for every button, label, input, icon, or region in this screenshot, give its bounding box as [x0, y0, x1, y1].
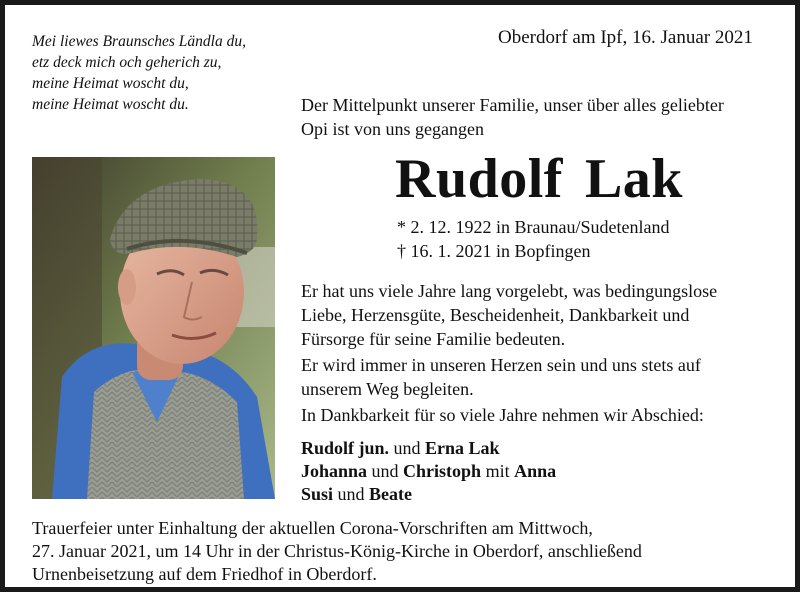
farewell-line: In Dankbarkeit für so viele Jahre nehmen wir Abschied:: [301, 405, 704, 425]
dialect-poem: [32, 31, 246, 115]
mourner-name: Beate: [369, 484, 413, 504]
funeral-line: Trauerfeier unter Einhaltung der aktuellen Corona-Vorschriften am Mittwoch,: [32, 518, 593, 538]
portrait-photo: [32, 157, 275, 499]
mourners-list: [301, 437, 556, 506]
conjunction: mit: [481, 461, 515, 481]
portrait-image: [32, 157, 275, 499]
mourners-row: [301, 437, 556, 460]
funeral-line: Urnenbeisetzung auf dem Friedhof in Oberdorf.: [32, 564, 377, 584]
mourner-name: Christoph: [403, 461, 482, 481]
intro-line: Opi ist von uns gegangen: [301, 119, 484, 139]
poem-line: etz deck mich och geherich zu,: [32, 54, 222, 71]
mourner-name: Johanna: [301, 461, 368, 481]
conjunction: und: [389, 438, 426, 458]
mourners-row: [301, 460, 556, 483]
mourner-name: Rudolf jun.: [301, 438, 390, 458]
tribute-line: Er wird immer in unseren Herzen sein und uns stets auf: [301, 355, 701, 375]
poem-line: Mei liewes Braunsches Ländla du,: [32, 33, 246, 50]
tribute-line: Fürsorge für seine Familie bedeuten.: [301, 329, 566, 349]
intro-text: [301, 93, 724, 141]
intro-line: Der Mittelpunkt unserer Familie, unser über alles geliebter: [301, 95, 724, 115]
conjunction: und: [333, 484, 370, 504]
mourner-name: Susi: [301, 484, 334, 504]
funeral-line: 27. Januar 2021, um 14 Uhr in der Christus-König-Kirche in Oberdorf, anschließend: [32, 541, 642, 561]
first-name: Rudolf: [395, 148, 563, 210]
mourner-name: Anna: [514, 461, 557, 481]
birth-line: * 2. 12. 1922 in Braunau/Sudetenland: [397, 217, 670, 237]
place-date-line: Oberdorf am Ipf, 16. Januar 2021: [498, 27, 753, 48]
poem-line: meine Heimat woscht du,: [32, 75, 189, 92]
deceased-name: [395, 147, 683, 211]
tribute-line: Liebe, Herzensgüte, Bescheidenheit, Dankbarkeit und: [301, 305, 690, 325]
mourners-row: [301, 483, 556, 506]
last-name: Lak: [584, 148, 683, 210]
tribute-text: [301, 279, 717, 427]
tribute-line: unserem Weg begleiten.: [301, 379, 474, 399]
conjunction: und: [367, 461, 404, 481]
life-dates: [397, 215, 669, 263]
mourner-name: Erna Lak: [425, 438, 500, 458]
tribute-line: Er hat uns viele Jahre lang vorgelebt, was bedingungslose: [301, 281, 718, 301]
poem-line: meine Heimat woscht du.: [32, 96, 189, 113]
death-line: † 16. 1. 2021 in Bopfingen: [397, 241, 591, 261]
funeral-details: [32, 517, 642, 586]
